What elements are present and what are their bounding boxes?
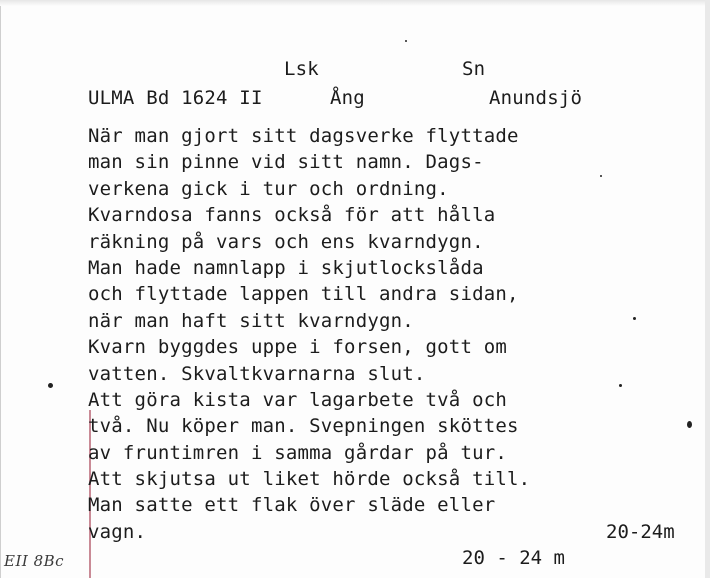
- body-line: Man hade namnlapp i skjutlockslåda: [88, 256, 484, 279]
- card-body-text: [88, 123, 530, 545]
- ink-speck: [600, 175, 602, 177]
- ink-speck: [633, 317, 636, 320]
- header-category: Lsk: [284, 58, 319, 80]
- body-line: när man haft sitt kvarndygn.: [88, 309, 414, 332]
- ink-speck: [405, 40, 407, 42]
- body-line: Kvarndosa fanns också för att hålla: [88, 204, 496, 227]
- body-line: vagn.: [88, 520, 147, 543]
- body-line: Kvarn byggdes uppe i forsen, gott om: [88, 336, 508, 359]
- handwritten-archive-note: EII 8Bc: [4, 552, 65, 570]
- header-archive-ref: ULMA Bd 1624 II: [88, 87, 263, 109]
- ink-speck: [48, 383, 53, 388]
- card-top-edge: [0, 0, 710, 6]
- ink-speck: [619, 384, 622, 387]
- ink-speck: [687, 421, 692, 428]
- body-line: av fruntimren i samma gårdar på tur.: [88, 441, 508, 464]
- header-parish: Anundsjö: [489, 87, 583, 109]
- body-line: Att skjutsa ut liket hörde också till.: [88, 468, 531, 491]
- body-line: Att göra kista var lagarbete två och: [88, 388, 508, 411]
- body-line: Man satte ett flak över släde eller: [88, 494, 496, 517]
- card-right-edge: [705, 0, 710, 578]
- body-line: När man gjort sitt dagsverke flyttade: [88, 125, 519, 147]
- bottom-measure-note: 20 - 24 m: [462, 547, 565, 569]
- body-line: räkning på vars och ens kvarndygn.: [88, 230, 484, 253]
- body-line: och flyttade lappen till andra sidan,: [88, 283, 519, 306]
- side-measure-note: 20-24m: [606, 521, 675, 543]
- body-line: verkena gick i tur och ordning.: [88, 177, 449, 200]
- body-line: vatten. Skvaltkvarnarna slut.: [88, 362, 426, 385]
- header-sn-label: Sn: [462, 58, 486, 80]
- body-line: två. Nu köper man. Svepningen sköttes: [88, 415, 519, 438]
- body-line: man sin pinne vid sitt namn. Dags-: [88, 151, 484, 174]
- header-province: Ång: [330, 87, 365, 109]
